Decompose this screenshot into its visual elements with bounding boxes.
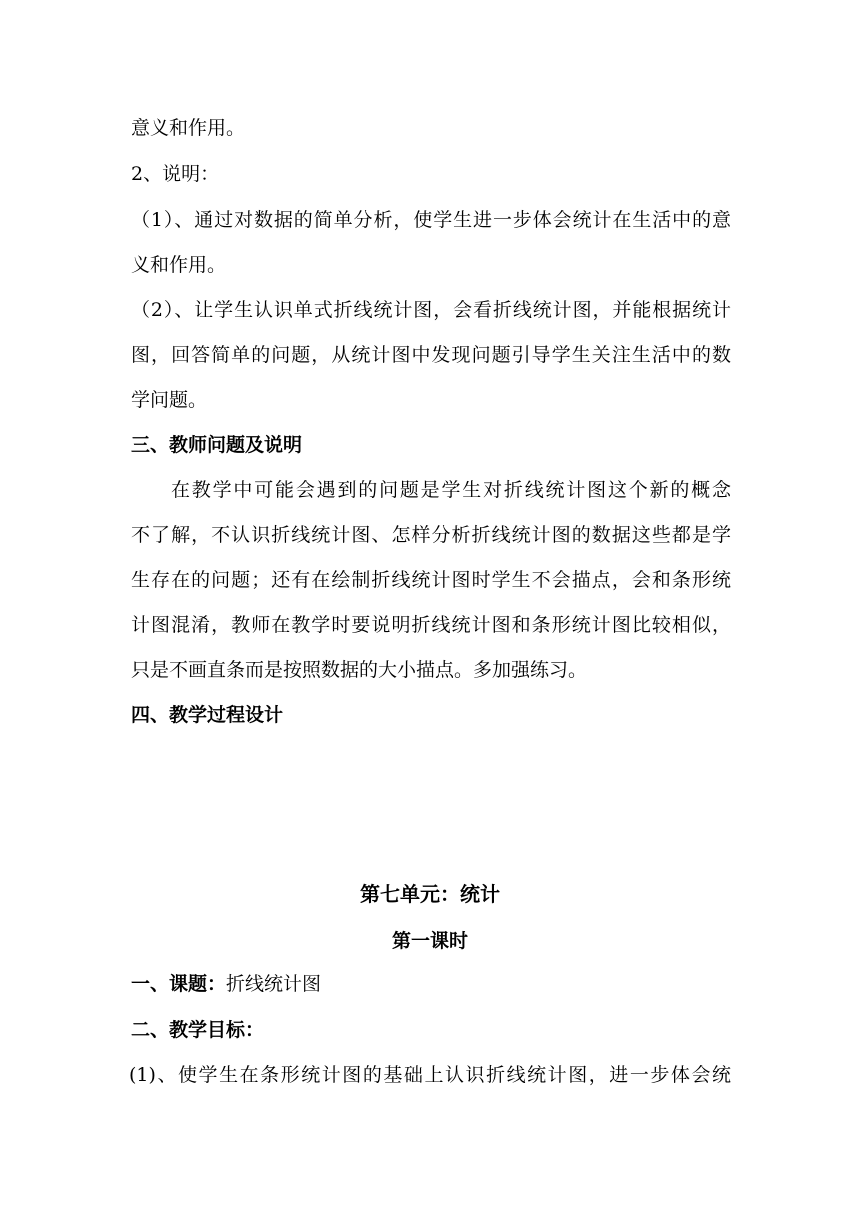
unit-title: 第七单元：统计 [360,882,500,906]
point-2-item-2-line-3: 学问题。 [131,389,208,411]
point-2-heading: 2、说明： [131,163,220,185]
section-2-heading: 二、教学目标： [131,1019,265,1041]
section-3-paragraph-line: 在教学中可能会遇到的问题是学生对折线统计图这个新的概念 [171,479,731,501]
section-3-paragraph-line: 计图混淆，教师在教学时要说明折线统计图和条形统计图比较相似， [131,614,731,636]
point-2-item-1-line-2: 义和作用。 [131,254,227,276]
continued-text: 意义和作用。 [131,117,246,139]
objective-1-line-1: (1)、使学生在条形统计图的基础上认识折线统计图，进一步体会统 [129,1064,731,1086]
lesson-subtitle: 第一课时 [391,930,468,952]
section-4-heading: 四、教学过程设计 [131,704,284,726]
section-3-paragraph-line: 只是不画直条而是按照数据的大小描点。多加强练习。 [131,659,588,681]
section-1-value: 折线统计图 [226,973,322,995]
section-1-line [131,972,731,996]
section-1-label: 一、课题： [131,973,227,995]
point-2-item-2-line-1: （2）、让学生认识单式折线统计图，会看折线统计图，并能根据统计 [131,299,731,321]
section-3-heading: 三、教师问题及说明 [131,434,303,456]
section-3-paragraph-line: 不了解，不认识折线统计图、怎样分析折线统计图的数据这些都是学 [131,524,731,546]
point-2-item-2-line-2: 图，回答简单的问题，从统计图中发现问题引导学生关注生活中的数 [131,344,731,366]
section-3-paragraph-line: 生存在的问题；还有在绘制折线统计图时学生不会描点，会和条形统 [131,569,731,591]
point-2-item-1-line-1: （1）、通过对数据的简单分析，使学生进一步体会统计在生活中的意 [131,209,731,231]
